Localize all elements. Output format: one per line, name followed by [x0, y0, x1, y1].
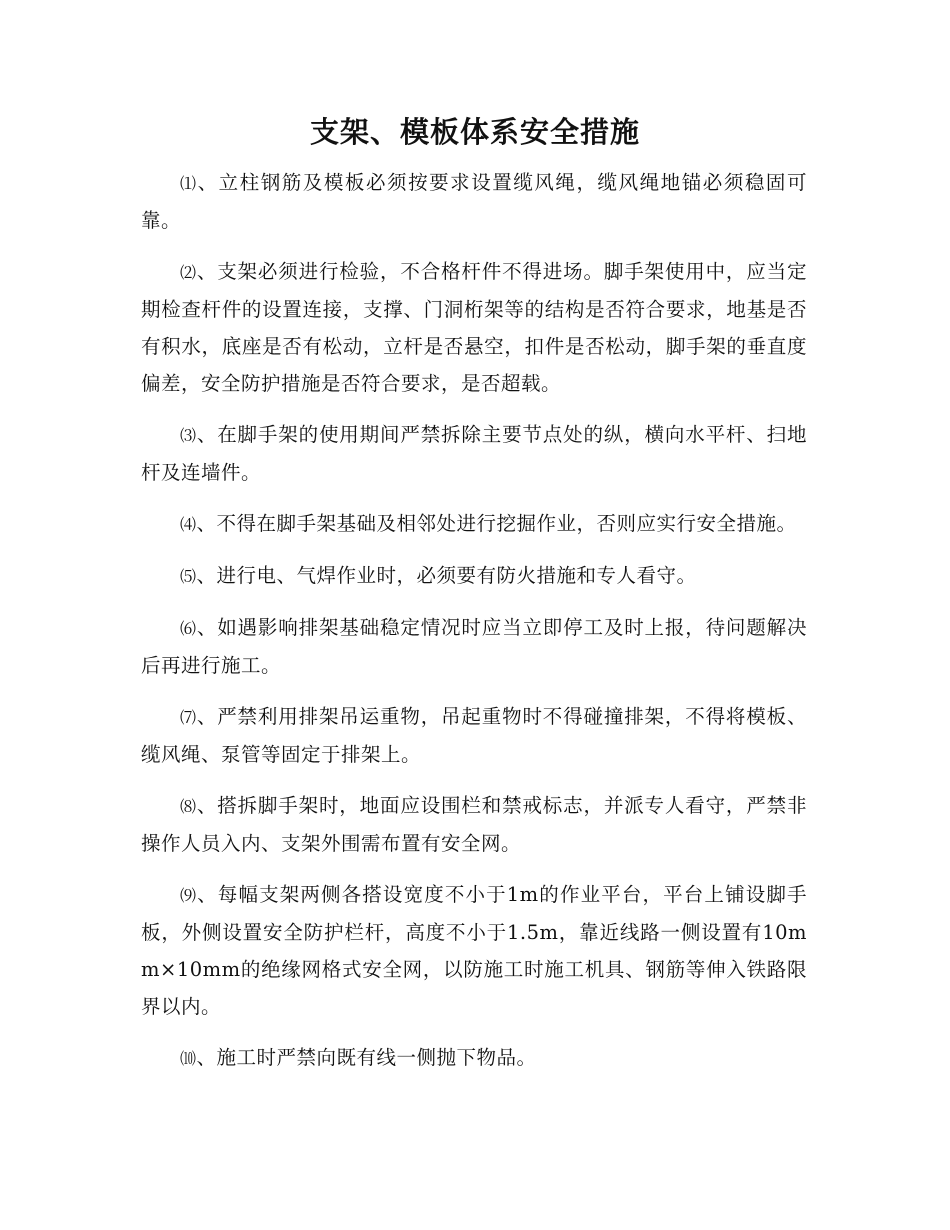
- paragraph-number: ⑹: [180, 619, 197, 638]
- paragraph-number: ⑸: [180, 567, 197, 586]
- paragraph-1: [141, 164, 807, 239]
- paragraph-text: 、立柱钢筋及模板必须按要求设置缆风绳，缆风绳地锚必须稳固可靠。: [141, 171, 807, 232]
- paragraph-number: ⑻: [180, 797, 197, 816]
- paragraph-number: ⑵: [180, 263, 197, 282]
- paragraph-8: [141, 787, 807, 862]
- paragraph-number: ⑺: [180, 708, 197, 727]
- paragraph-6: [141, 609, 807, 684]
- paragraph-10: [141, 1039, 807, 1077]
- paragraph-7: [141, 698, 807, 773]
- paragraph-number: ⑼: [180, 886, 198, 905]
- paragraph-text: 、每幅支架两侧各搭设宽度不小于1m的作业平台，平台上铺设脚手板，外侧设置安全防护栏杆，高度不小于1.5m，靠近线路一侧设置有10mm×10mm的绝缘网格式安全网，以防施工时施工机具、钢筋等伸入铁路限界以内。: [141, 883, 807, 1018]
- paragraph-number: ⑽: [180, 1049, 197, 1068]
- paragraph-text: 、搭拆脚手架时，地面应设围栏和禁戒标志，并派专人看守，严禁非操作人员入内、支架外围需布置有安全网。: [141, 794, 807, 855]
- paragraph-text: 、支架必须进行检验，不合格杆件不得进场。脚手架使用中，应当定期检查杆件的设置连接，支撑、门洞桁架等的结构是否符合要求，地基是否有积水，底座是否有松动，立杆是否悬空，扣件是否松动，脚手架的垂直度偏差，安全防护措施是否符合要求，是否超载。: [141, 260, 807, 395]
- document-title: 支架、模板体系安全措施: [309, 115, 640, 149]
- paragraph-text: 、进行电、气焊作业时，必须要有防火措施和专人看守。: [196, 564, 697, 587]
- paragraph-9: [141, 876, 807, 1025]
- paragraph-number: ⑶: [180, 426, 197, 445]
- paragraph-2: [141, 253, 807, 402]
- paragraph-text: 、如遇影响排架基础稳定情况时应当立即停工及时上报，待问题解决后再进行施工。: [141, 616, 807, 677]
- paragraph-text: 、施工时严禁向既有线一侧抛下物品。: [196, 1046, 537, 1069]
- document-body: [141, 164, 807, 1091]
- paragraph-number: ⑷: [180, 515, 197, 534]
- paragraph-4: [141, 505, 807, 543]
- paragraph-text: 、严禁利用排架吊运重物，吊起重物时不得碰撞排架，不得将模板、缆风绳、泵管等固定于排架上。: [141, 705, 807, 766]
- paragraph-3: [141, 416, 807, 491]
- paragraph-number: ⑴: [180, 174, 198, 193]
- paragraph-text: 、在脚手架的使用期间严禁拆除主要节点处的纵，横向水平杆、扫地杆及连墙件。: [141, 423, 807, 484]
- paragraph-5: [141, 557, 807, 595]
- paragraph-text: 、不得在脚手架基础及相邻处进行挖掘作业，否则应实行安全措施。: [196, 512, 797, 535]
